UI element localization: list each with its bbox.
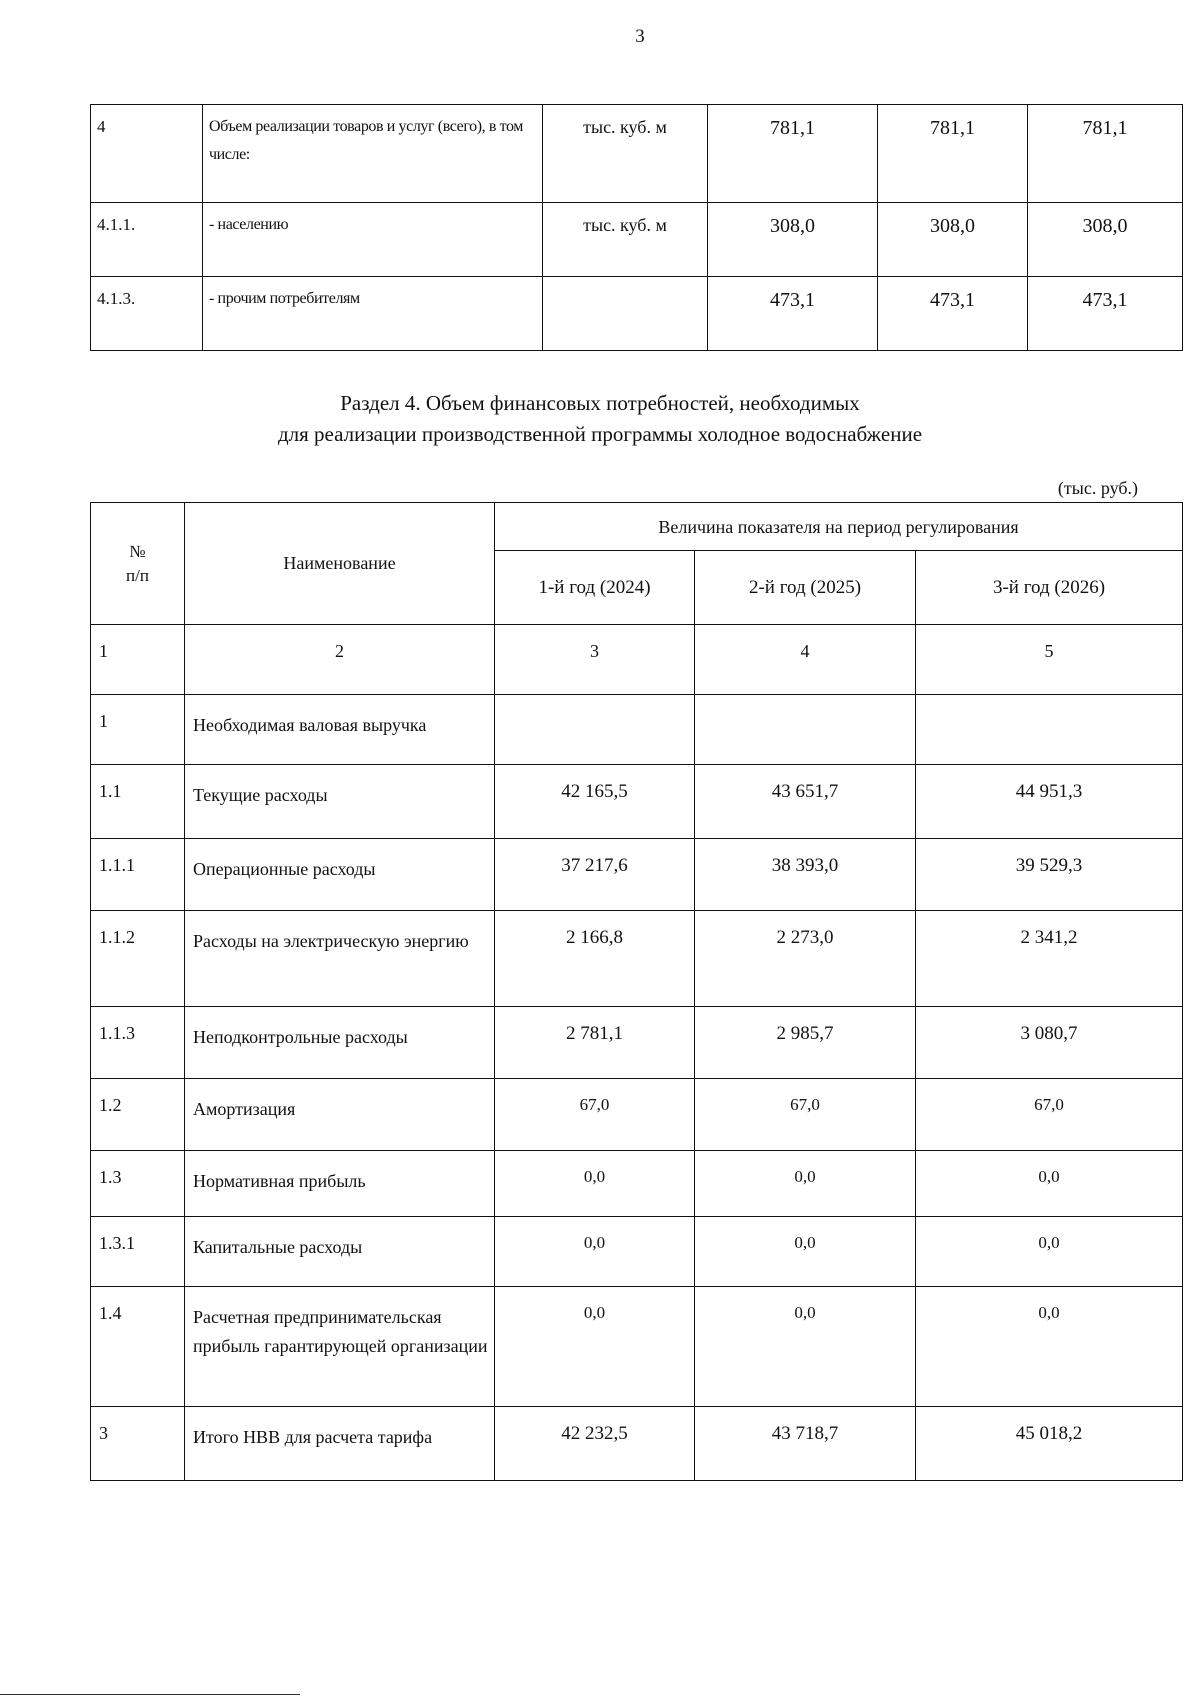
value-year2: [695, 695, 916, 765]
value-year2: 308,0: [878, 203, 1028, 277]
row-name: Нормативная прибыль: [185, 1151, 495, 1217]
table-row-total: [91, 1407, 1183, 1481]
row-name: Итого НВВ для расчета тарифа: [185, 1407, 495, 1481]
value-year2: 43 651,7: [695, 765, 916, 839]
value-year2: 2 985,7: [695, 1007, 916, 1079]
row-number: 1.1.2: [91, 911, 185, 1007]
row-name: Текущие расходы: [185, 765, 495, 839]
row-number: 1.3.1: [91, 1217, 185, 1287]
table-row: [91, 765, 1183, 839]
value-year2: 0,0: [695, 1287, 916, 1407]
value-year1: 2 781,1: [495, 1007, 695, 1079]
value-year3: 473,1: [1028, 277, 1183, 351]
value-year1: 2 166,8: [495, 911, 695, 1007]
value-year3: 44 951,3: [916, 765, 1183, 839]
value-year3: 3 080,7: [916, 1007, 1183, 1079]
header-number: [91, 503, 185, 625]
value-year2: 473,1: [878, 277, 1028, 351]
row-number: 1.2: [91, 1079, 185, 1151]
value-year2: 0,0: [695, 1217, 916, 1287]
table-row: [91, 1007, 1183, 1079]
value-year1: 42 232,5: [495, 1407, 695, 1481]
column-index: 1: [91, 625, 185, 695]
row-number: 1.1.1: [91, 839, 185, 911]
value-year1: 37 217,6: [495, 839, 695, 911]
page-number: 3: [635, 26, 645, 47]
value-year2: 67,0: [695, 1079, 916, 1151]
header-name: Наименование: [185, 503, 495, 625]
financial-needs-table: [90, 502, 1183, 1481]
header-number-symbol: №: [129, 541, 146, 561]
section-title-line2: для реализации производственной программы холодное водоснабжение: [277, 422, 923, 446]
row-number: 4.1.1.: [91, 203, 203, 277]
row-name: Расходы на электрическую энергию: [185, 911, 495, 1007]
row-name: Операционные расходы: [185, 839, 495, 911]
table-row: [91, 277, 1183, 351]
value-year3: 0,0: [916, 1151, 1183, 1217]
row-name: - прочим потребителям: [203, 277, 543, 351]
production-volume-table: [90, 104, 1183, 351]
unit-note: (тыс. руб.): [1057, 478, 1138, 498]
value-year1: 0,0: [495, 1151, 695, 1217]
value-year1: 0,0: [495, 1287, 695, 1407]
value-year1: 473,1: [708, 277, 878, 351]
column-index-row: [91, 625, 1183, 695]
row-number: 1: [91, 695, 185, 765]
value-year2: 38 393,0: [695, 839, 916, 911]
header-year1: 1-й год (2024): [495, 551, 695, 625]
row-name: Объем реализации товаров и услуг (всего), в том числе:: [203, 105, 543, 203]
row-name: Необходимая валовая выручка: [185, 695, 495, 765]
header-period-group: Величина показателя на период регулирования: [495, 503, 1183, 551]
value-year3: 67,0: [916, 1079, 1183, 1151]
value-year1: [495, 695, 695, 765]
header-year2: 2-й год (2025): [695, 551, 916, 625]
section-title: [0, 388, 1200, 450]
table-row: [91, 1151, 1183, 1217]
header-year3: 3-й год (2026): [916, 551, 1183, 625]
column-index: 4: [695, 625, 916, 695]
row-unit: тыс. куб. м: [543, 105, 708, 203]
table-row: [91, 839, 1183, 911]
value-year2: 2 273,0: [695, 911, 916, 1007]
value-year1: 308,0: [708, 203, 878, 277]
row-unit: тыс. куб. м: [543, 203, 708, 277]
row-unit: [543, 277, 708, 351]
value-year3: 781,1: [1028, 105, 1183, 203]
table-row: [91, 1217, 1183, 1287]
value-year3: 45 018,2: [916, 1407, 1183, 1481]
column-index: 3: [495, 625, 695, 695]
row-name: Расчетная предпринимательская прибыль гарантирующей организации: [185, 1287, 495, 1407]
value-year3: [916, 695, 1183, 765]
value-year3: 0,0: [916, 1217, 1183, 1287]
row-number: 1.3: [91, 1151, 185, 1217]
value-year3: 308,0: [1028, 203, 1183, 277]
value-year2: 0,0: [695, 1151, 916, 1217]
row-name: Амортизация: [185, 1079, 495, 1151]
value-year1: 0,0: [495, 1217, 695, 1287]
row-number: 1.1: [91, 765, 185, 839]
header-number-label: п/п: [126, 565, 149, 585]
table-row: [91, 203, 1183, 277]
table-row: [91, 911, 1183, 1007]
row-name: Неподконтрольные расходы: [185, 1007, 495, 1079]
value-year3: 39 529,3: [916, 839, 1183, 911]
row-number: 3: [91, 1407, 185, 1481]
section-title-line1: Раздел 4. Объем финансовых потребностей, необходимых: [340, 391, 860, 415]
value-year2: 43 718,7: [695, 1407, 916, 1481]
column-index: 5: [916, 625, 1183, 695]
row-number: 4.1.3.: [91, 277, 203, 351]
column-index: 2: [185, 625, 495, 695]
table-row: [91, 1079, 1183, 1151]
value-year3: 0,0: [916, 1287, 1183, 1407]
footer-divider: [0, 1694, 300, 1695]
header-row: [91, 503, 1183, 551]
row-number: 4: [91, 105, 203, 203]
value-year2: 781,1: [878, 105, 1028, 203]
table-row: [91, 1287, 1183, 1407]
value-year1: 67,0: [495, 1079, 695, 1151]
row-number: 1.4: [91, 1287, 185, 1407]
row-name: Капитальные расходы: [185, 1217, 495, 1287]
value-year3: 2 341,2: [916, 911, 1183, 1007]
value-year1: 42 165,5: [495, 765, 695, 839]
value-year1: 781,1: [708, 105, 878, 203]
table-row: [91, 105, 1183, 203]
table-row: [91, 695, 1183, 765]
row-number: 1.1.3: [91, 1007, 185, 1079]
row-name: - населению: [203, 203, 543, 277]
